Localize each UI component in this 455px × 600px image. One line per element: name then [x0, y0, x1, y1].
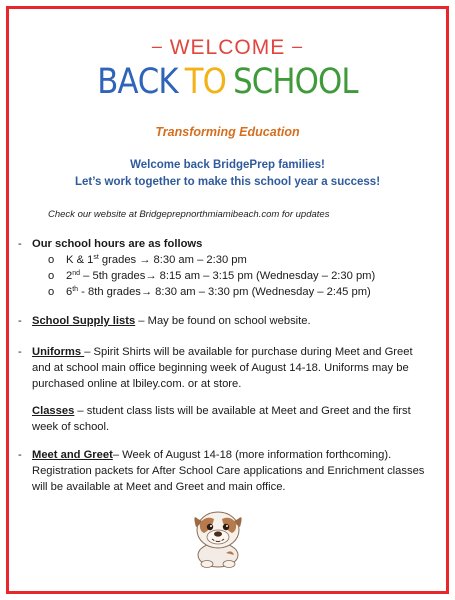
bullet-dash: -: [18, 238, 22, 250]
supply-text: – May be found on school website.: [135, 315, 311, 327]
hours-row-text: 6th - 8th grades→ 8:30 am – 3:30 pm (Wednesday – 2:45 pm): [66, 286, 371, 298]
section-uniforms: [18, 344, 428, 392]
uniforms-text: – Spirit Shirts will be available for purchase during Meet and Greet and at school main office beginning week of August 14-18. Uniforms may be purchased online at lbiley.com. or at store.: [32, 346, 413, 390]
meet-heading: Meet and Greet: [32, 449, 113, 461]
heading-letter: [226, 62, 233, 102]
bullet-dash: -: [18, 346, 22, 358]
heading-letter: O: [294, 62, 319, 102]
welcome-message-line-1: Welcome back BridgePrep families!: [130, 159, 325, 171]
heading-letter: C: [251, 62, 273, 102]
section-meet-and-greet: [18, 447, 428, 495]
hours-row: [48, 252, 428, 268]
circle-bullet: o: [48, 286, 55, 298]
classes-text: – student class lists will be available at Meet and Greet and the first week of school.: [32, 405, 411, 433]
heading-letter: C: [137, 62, 159, 102]
heading-letter: T: [184, 62, 203, 102]
website-note: Check our website at Bridgeprepnorthmiamibeach.com for updates: [48, 209, 330, 220]
heading-letter: [178, 62, 185, 102]
bulldog-mascot-icon: [188, 505, 248, 569]
meet-text: – Week of August 14-18 (more information forthcoming). Registration packets for After School Care applications and Enrichment classes will be available at Meet and Greet and main office.: [32, 449, 425, 493]
tagline: Transforming Education: [155, 125, 300, 139]
supply-heading: School Supply lists: [32, 315, 136, 327]
section-supply-lists: [18, 313, 428, 329]
heading-letter: L: [341, 62, 358, 102]
classes-heading: Classes: [32, 405, 75, 417]
back-to-school-heading: [27, 62, 427, 102]
hours-title: Our school hours are as follows: [32, 238, 203, 250]
section-classes: [18, 403, 428, 435]
heading-letter: S: [233, 62, 252, 102]
heading-letter: O: [318, 62, 342, 102]
bullet-dash: -: [18, 449, 22, 461]
welcome-message: [0, 157, 455, 191]
section-school-hours: [18, 236, 428, 300]
bullet-dash: -: [18, 315, 22, 327]
welcome-dash-right: –: [292, 36, 304, 56]
heading-letter: A: [117, 62, 138, 102]
hours-list: [48, 252, 428, 300]
hours-row: [48, 284, 428, 300]
circle-bullet: o: [48, 254, 55, 266]
heading-letter: O: [202, 62, 227, 102]
circle-bullet: o: [48, 270, 55, 282]
hours-row-text: K & 1st grades → 8:30 am – 2:30 pm: [66, 254, 247, 266]
hours-row: [48, 268, 428, 284]
heading-letter: H: [272, 62, 295, 102]
welcome-heading: [0, 36, 455, 60]
welcome-text: WELCOME: [169, 36, 286, 59]
uniforms-heading: Uniforms: [32, 346, 85, 358]
heading-letter: K: [158, 62, 178, 102]
hours-row-text: 2nd – 5th grades→ 8:15 am – 3:15 pm (Wednesday – 2:30 pm): [66, 270, 376, 282]
heading-letter: B: [97, 62, 118, 102]
welcome-message-line-2: Let’s work together to make this school year a success!: [74, 176, 381, 188]
welcome-dash-left: –: [151, 36, 163, 56]
